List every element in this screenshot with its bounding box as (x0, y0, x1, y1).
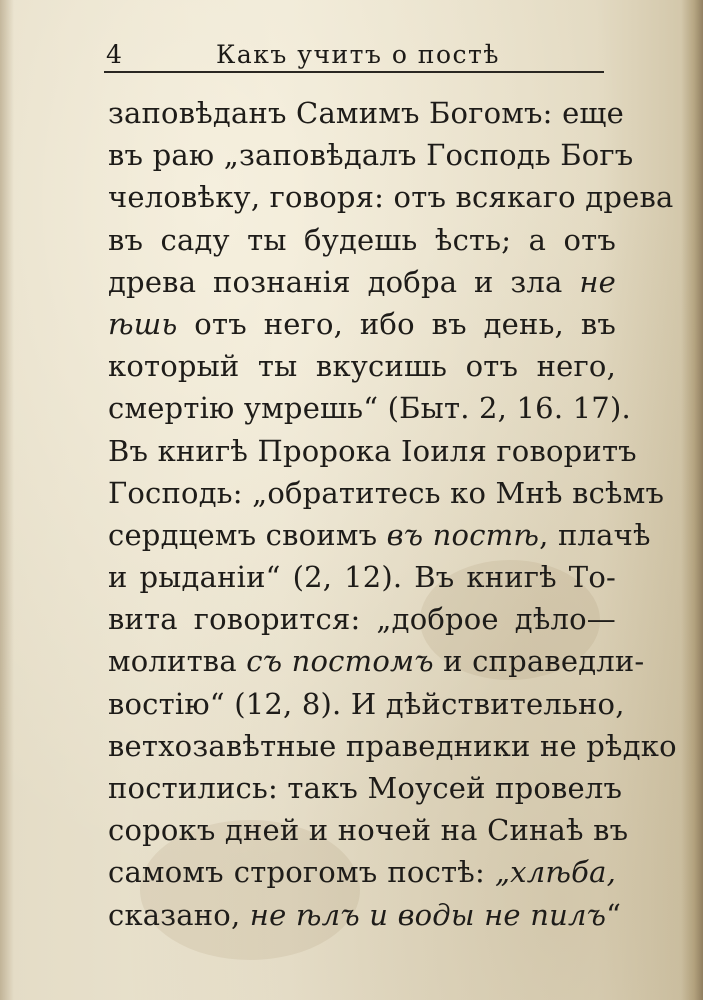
text-segment: сказано, (108, 897, 250, 932)
page-number: 4 (106, 40, 122, 69)
text-line (108, 472, 665, 514)
text-segment: въ раю „заповѣдалъ Господь Богъ (108, 138, 634, 173)
text-segment: сорокъ дней и ночей на Синаѣ въ (108, 813, 629, 848)
text-line (108, 556, 616, 598)
text-line (108, 219, 616, 261)
body-text (108, 92, 677, 936)
text-line (108, 725, 677, 767)
text-segment: отъ него, ибо въ день, въ (177, 306, 616, 341)
italic-text: въ постѣ (386, 517, 540, 552)
text-line (108, 92, 624, 134)
italic-text: „хлѣба, (494, 855, 616, 890)
text-segment: ветхозавѣтные праведники не рѣдко (108, 728, 677, 763)
text-line (108, 767, 623, 809)
text-segment: и рыданіи“ (2, 12). Въ книгѣ То- (108, 560, 616, 595)
text-segment: сердцемъ своимъ (108, 517, 387, 552)
text-segment: “ (606, 897, 622, 932)
italic-text: съ постомъ (246, 644, 434, 679)
text-segment: востію“ (12, 8). И дѣйствительно, (108, 686, 625, 721)
text-line (108, 851, 616, 893)
running-title: Какъ учитъ о постѣ (216, 40, 500, 69)
text-segment: въ саду ты будешь ѣсть; а отъ (108, 222, 616, 257)
text-segment: молитва (108, 644, 247, 679)
text-segment: и справедли- (433, 644, 645, 679)
text-line (108, 261, 616, 303)
text-line (108, 303, 616, 345)
text-segment: который ты вкусишь отъ него, (108, 349, 616, 384)
text-line (108, 176, 674, 218)
text-segment: постились: такъ Моусей провелъ (108, 771, 623, 805)
text-segment: Въ книгѣ Пророка Іоиля говоритъ (108, 433, 637, 468)
text-line (108, 894, 622, 936)
text-line (108, 345, 616, 387)
text-segment: заповѣданъ Самимъ Богомъ: еще (108, 96, 624, 130)
text-line (108, 514, 651, 556)
text-line (108, 598, 616, 640)
page-left-shadow (0, 0, 14, 1000)
text-line (108, 430, 637, 472)
text-line (108, 387, 631, 429)
text-segment: смертію умрешь“ (Быт. 2, 16. 17). (108, 391, 631, 426)
text-segment: самомъ строгомъ постѣ: (108, 855, 495, 890)
text-line (108, 809, 629, 851)
italic-text: не ѣлъ и воды не пилъ (249, 897, 607, 932)
text-segment: человѣку, говоря: отъ всякаго древа (108, 180, 674, 215)
text-segment: вита говорится: „доброе дѣло— (108, 602, 616, 637)
text-segment: , плачѣ (539, 517, 651, 552)
page-header (104, 36, 604, 72)
page-right-edge (681, 0, 703, 1000)
text-segment: Господь: „обратитесь ко Мнѣ всѣмъ (108, 475, 665, 510)
header-rule (104, 71, 604, 73)
italic-text: ѣшь (108, 306, 178, 341)
italic-text: не (579, 264, 616, 299)
text-line (108, 134, 634, 176)
text-segment: древа познанія добра и зла (108, 264, 580, 299)
text-line (108, 640, 645, 682)
text-line (108, 683, 625, 725)
